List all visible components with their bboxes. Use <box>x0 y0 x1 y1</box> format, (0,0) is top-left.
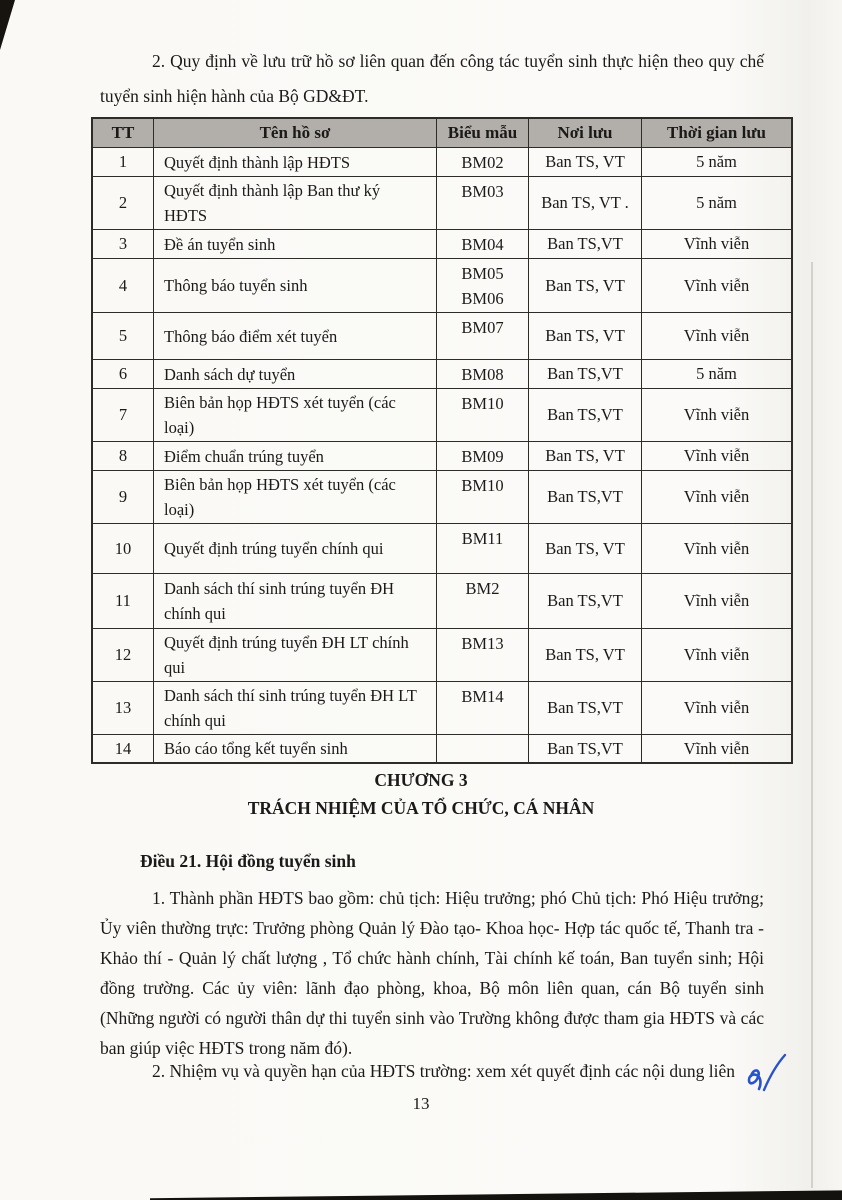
table-row <box>92 177 792 230</box>
cell-place: Ban TS, VT <box>529 313 642 360</box>
table-row <box>92 389 792 442</box>
table-row <box>92 735 792 764</box>
table-row <box>92 682 792 735</box>
pen-mark-blue-icon <box>742 1052 798 1104</box>
cell-form: BM10 <box>437 471 529 524</box>
table-row <box>92 629 792 682</box>
cell-form: BM2 <box>437 574 529 629</box>
col-header-place: Nơi lưu <box>529 118 642 148</box>
chapter-heading <box>0 766 842 822</box>
cell-form: BM10 <box>437 389 529 442</box>
cell-place: Ban TS, VT <box>529 442 642 471</box>
table-row <box>92 524 792 574</box>
table-row <box>92 259 792 313</box>
scan-artifact-right-band <box>811 262 813 1188</box>
cell-place: Ban TS,VT <box>529 471 642 524</box>
table-header-row <box>92 118 792 148</box>
cell-form: BM07 <box>437 313 529 360</box>
cell-tt: 3 <box>92 230 154 259</box>
chapter-title: TRÁCH NHIỆM CỦA TỔ CHỨC, CÁ NHÂN <box>247 798 595 818</box>
cell-name: Đề án tuyển sinh <box>154 230 437 259</box>
cell-time: Vĩnh viễn <box>642 442 793 471</box>
cell-time: Vĩnh viễn <box>642 524 793 574</box>
cell-time: Vĩnh viễn <box>642 735 793 764</box>
article-heading: Điều 21. Hội đồng tuyển sinh <box>140 851 356 871</box>
cell-time: Vĩnh viễn <box>642 389 793 442</box>
cell-name: Quyết định trúng tuyển ĐH LT chính qui <box>154 629 437 682</box>
cell-time: 5 năm <box>642 177 793 230</box>
page-number: 13 <box>412 1094 430 1113</box>
cell-tt: 2 <box>92 177 154 230</box>
cell-place: Ban TS, VT <box>529 259 642 313</box>
cell-time: Vĩnh viễn <box>642 230 793 259</box>
col-header-form: Biểu mẫu <box>437 118 529 148</box>
table-row <box>92 574 792 629</box>
cell-time: Vĩnh viễn <box>642 313 793 360</box>
cell-name: Danh sách thí sinh trúng tuyển ĐH chính qui <box>154 574 437 629</box>
cell-form: BM11 <box>437 524 529 574</box>
cell-place: Ban TS,VT <box>529 574 642 629</box>
cell-form: BM05 BM06 <box>437 259 529 313</box>
cell-place: Ban TS, VT <box>529 148 642 177</box>
cell-name: Biên bản họp HĐTS xét tuyển (các loại) <box>154 389 437 442</box>
cell-form: BM14 <box>437 682 529 735</box>
table-row <box>92 148 792 177</box>
cell-tt: 12 <box>92 629 154 682</box>
cell-form: BM02 <box>437 148 529 177</box>
article-paragraph-2: 2. Nhiệm vụ và quyền hạn của HĐTS trường: xem xét quyết định các nội dung liên <box>152 1061 735 1081</box>
table-row <box>92 313 792 360</box>
cell-place: Ban TS,VT <box>529 389 642 442</box>
cell-place: Ban TS,VT <box>529 230 642 259</box>
cell-time: Vĩnh viễn <box>642 629 793 682</box>
cell-name: Danh sách thí sinh trúng tuyển ĐH LT chính qui <box>154 682 437 735</box>
cell-name: Biên bản họp HĐTS xét tuyển (các loại) <box>154 471 437 524</box>
table-row <box>92 360 792 389</box>
cell-place: Ban TS, VT <box>529 524 642 574</box>
article-paragraph-1: 1. Thành phần HĐTS bao gồm: chủ tịch: Hiệu trưởng; phó Chủ tịch: Phó Hiệu trưởng; Ủy viên thường trực: Trưởng phòng Quản lý Đào tạo- Khoa học- Hợp tác quốc tế, Thanh tra - Khảo thí - Quản lý chất lượng , Tổ chức hành chính, Tài chính kế toán, Ban tuyển sinh; Hội đồng trường. Các ủy viên: lãnh đạo phòng, khoa, Bộ môn liên quan, cán Bộ tuyển sinh (Những người có người thân dự thi tuyển sinh vào Trường không được tham gia HĐTS và các ban giúp việc HĐTS trong năm đó). <box>100 888 764 1058</box>
cell-tt: 4 <box>92 259 154 313</box>
cell-name: Danh sách dự tuyển <box>154 360 437 389</box>
cell-name: Điểm chuẩn trúng tuyển <box>154 442 437 471</box>
cell-form: BM03 <box>437 177 529 230</box>
cell-place: Ban TS,VT <box>529 360 642 389</box>
cell-time: Vĩnh viễn <box>642 259 793 313</box>
records-table <box>91 117 793 764</box>
cell-tt: 1 <box>92 148 154 177</box>
cell-name: Báo cáo tổng kết tuyển sinh <box>154 735 437 764</box>
cell-name: Quyết định thành lập HĐTS <box>154 148 437 177</box>
table-row <box>92 230 792 259</box>
cell-time: Vĩnh viễn <box>642 574 793 629</box>
cell-form: BM04 <box>437 230 529 259</box>
cell-tt: 7 <box>92 389 154 442</box>
cell-name: Quyết định thành lập Ban thư ký HĐTS <box>154 177 437 230</box>
col-header-duration: Thời gian lưu <box>642 118 793 148</box>
cell-name: Thông báo tuyển sinh <box>154 259 437 313</box>
table-row <box>92 442 792 471</box>
cell-place: Ban TS, VT <box>529 629 642 682</box>
cell-time: Vĩnh viễn <box>642 471 793 524</box>
cell-time: 5 năm <box>642 148 793 177</box>
cell-tt: 10 <box>92 524 154 574</box>
cell-place: Ban TS,VT <box>529 735 642 764</box>
table-body <box>92 148 792 764</box>
cell-tt: 5 <box>92 313 154 360</box>
cell-place: Ban TS,VT <box>529 682 642 735</box>
cell-form: BM08 <box>437 360 529 389</box>
intro-paragraph: 2. Quy định về lưu trữ hồ sơ liên quan đến công tác tuyển sinh thực hiện theo quy chế tuyển sinh hiện hành của Bộ GD&ĐT. <box>100 51 764 106</box>
cell-place: Ban TS, VT . <box>529 177 642 230</box>
col-header-tt: TT <box>92 118 154 148</box>
cell-tt: 11 <box>92 574 154 629</box>
cell-tt: 9 <box>92 471 154 524</box>
cell-time: Vĩnh viễn <box>642 682 793 735</box>
cell-name: Thông báo điểm xét tuyển <box>154 313 437 360</box>
table-row <box>92 471 792 524</box>
col-header-name: Tên hồ sơ <box>154 118 437 148</box>
cell-form <box>437 735 529 764</box>
cell-time: 5 năm <box>642 360 793 389</box>
cell-tt: 8 <box>92 442 154 471</box>
chapter-number: CHƯƠNG 3 <box>374 770 468 790</box>
cell-tt: 6 <box>92 360 154 389</box>
cell-tt: 14 <box>92 735 154 764</box>
scan-artifact-corner <box>0 0 15 50</box>
scan-artifact-bottom-edge <box>150 1189 842 1200</box>
cell-form: BM09 <box>437 442 529 471</box>
cell-form: BM13 <box>437 629 529 682</box>
cell-name: Quyết định trúng tuyển chính qui <box>154 524 437 574</box>
cell-tt: 13 <box>92 682 154 735</box>
